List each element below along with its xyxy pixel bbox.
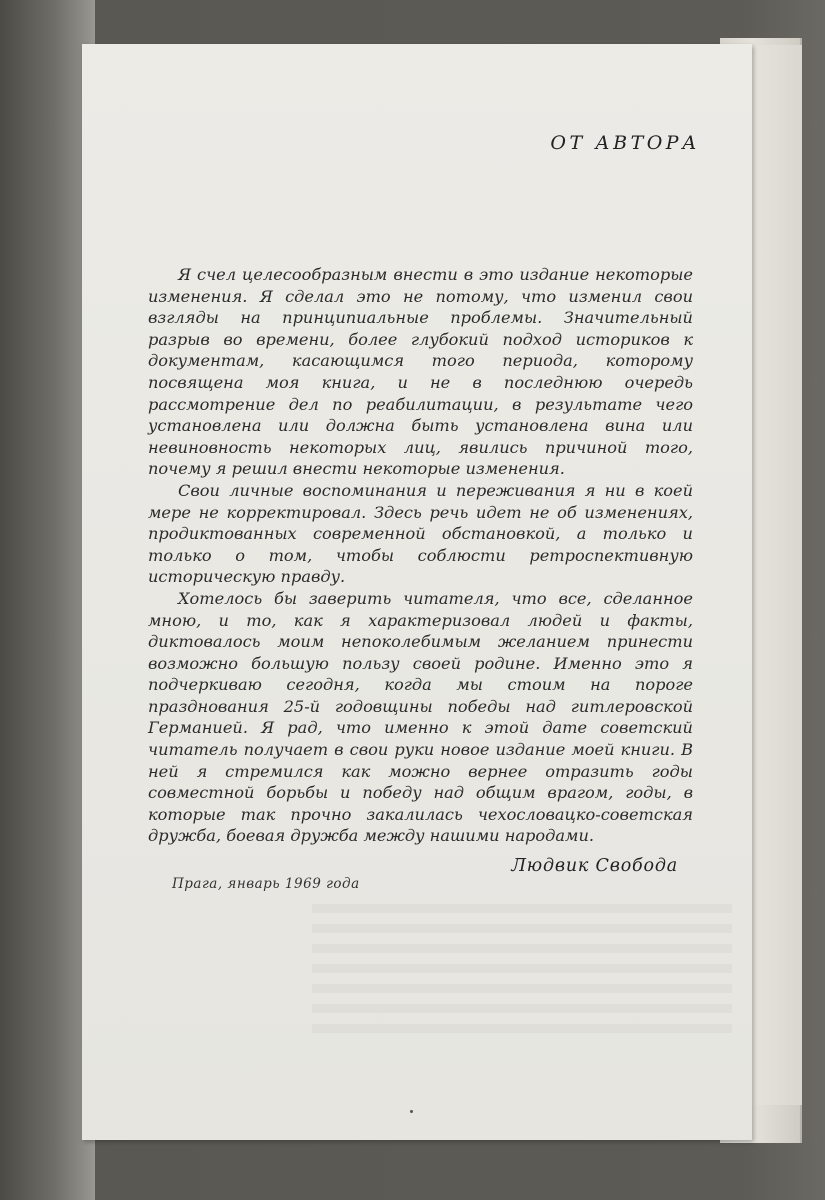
place-date: Прага, январь 1969 года — [172, 876, 360, 892]
paper-speck — [410, 1110, 413, 1113]
paragraph-1: Я счел целесообразным внести в это издание некоторые изменения. Я сделал это не потому, что изменил свои взгляды на принципиальные проблемы. Значительный разрыв во времени, более глубокий подход историков к документам, касающимся того периода, которому посвящена моя книга, и не в последнюю очередь рассмотрение дел по реабилитации, в результате чего установлена или должна быть установлена вина или невиновность некоторых лиц, явились причиной того, почему я решил внести некоторые изменения. — [148, 265, 693, 479]
foreword-text — [148, 264, 693, 847]
section-title: ОТ АВТОРА — [550, 132, 700, 154]
paragraph-2: Свои личные воспоминания и переживания я ни в коей мере не корректировал. Здесь речь идет не об изменениях, продиктованных современной обстановкой, а только и только о том, чтобы соблюсти ретроспективную историческую правду. — [148, 480, 693, 587]
book-cover-left-edge — [0, 0, 95, 1200]
paragraph-3: Хотелось бы заверить читателя, что все, сделанное мною, и то, как я характеризовал людей и факты, диктовалось моим непоколебимым желанием принести возможно большую пользу своей родине. Именно это я подчеркиваю сегодня, когда мы стоим на пороге празднования 25-й годовщины победы над гитлеровской Германией. Я рад, что именно к этой дате советский читатель получает в свои руки новое издание моей книги. В ней я стремился как можно вернее отразить годы совместной борьбы и победу над общим врагом, годы, в которые так прочно закалилась чехословацко-советская дружба, боевая дружба между нашими народами. — [148, 588, 693, 846]
reverse-side-showthrough — [312, 904, 732, 1034]
book-page — [82, 44, 752, 1140]
author-signature: Людвик Свобода — [511, 856, 678, 876]
